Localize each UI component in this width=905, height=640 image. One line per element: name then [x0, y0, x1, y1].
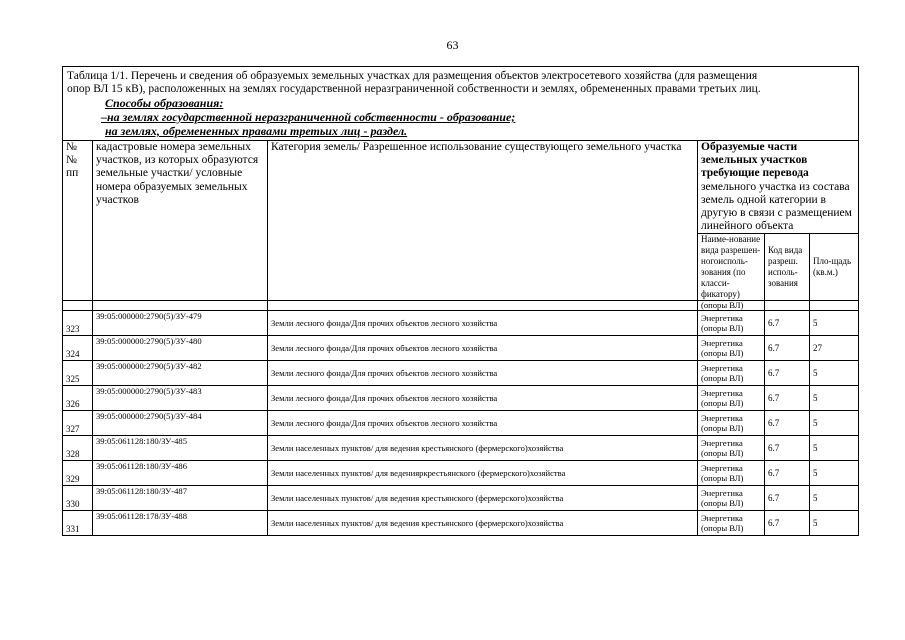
method-division: на землях, обремененных правами третьих лиц - раздел.	[105, 124, 408, 138]
table-row	[63, 461, 859, 486]
use-code: 6.7	[765, 411, 810, 436]
method-formation: –на землях государственной неразграниченной собственности - образование;	[101, 110, 516, 124]
land-category: Земли лесного фонда/Для прочих объектов лесного хозяйства	[268, 411, 698, 436]
row-number: 327	[63, 411, 93, 436]
permitted-use: Энергетика (опоры ВЛ)	[698, 411, 765, 436]
carry-over-use: (опоры ВЛ)	[698, 301, 765, 311]
carry-over-row	[63, 301, 859, 311]
cadastral-number: 39:05:000000:2790(5)/ЗУ-483	[93, 386, 268, 411]
permitted-use: Энергетика (опоры ВЛ)	[698, 436, 765, 461]
use-code: 6.7	[765, 436, 810, 461]
cadastral-number: 39:05:061128:180/ЗУ-485	[93, 436, 268, 461]
permitted-use: Энергетика (опоры ВЛ)	[698, 511, 765, 536]
cadastral-number: 39:05:061128:180/ЗУ-486	[93, 461, 268, 486]
plot-area: 5	[810, 511, 859, 536]
subheader-use: Наиме-нование вида разрешен-ногоисполь-зования (по класси-фикатору)	[698, 234, 765, 301]
header-parts	[698, 141, 859, 234]
page-number: 63	[446, 38, 459, 52]
carry-over-area	[810, 301, 859, 311]
caption-line-1: Таблица 1/1. Перечень и сведения об образуемых земельных участках для размещения объектов электросетевого хозяйства (для размещения	[67, 70, 758, 82]
caption-line-2: опор ВЛ 15 кВ), расположенных на землях государственной неразграниченной собственности и землях, обремененных правами третьих лиц.	[67, 83, 761, 95]
row-number: 328	[63, 436, 93, 461]
plot-area: 5	[810, 486, 859, 511]
subheader-code: Код вида разреш. исполь-зования	[765, 234, 810, 301]
permitted-use: Энергетика (опоры ВЛ)	[698, 311, 765, 336]
plot-area: 5	[810, 411, 859, 436]
permitted-use: Энергетика (опоры ВЛ)	[698, 486, 765, 511]
carry-over-category	[268, 301, 698, 311]
land-category: Земли населенных пунктов/ для ведения крестьянского (фермерского)хозяйства	[268, 511, 698, 536]
use-code: 6.7	[765, 461, 810, 486]
cadastral-number: 39:05:000000:2790(5)/ЗУ-479	[93, 311, 268, 336]
land-plots-table	[62, 66, 859, 536]
land-category: Земли населенных пунктов/ для ведения крестьянского (фермерского)хозяйства	[268, 486, 698, 511]
table-row	[63, 411, 859, 436]
permitted-use: Энергетика (опоры ВЛ)	[698, 461, 765, 486]
plot-area: 5	[810, 311, 859, 336]
row-number: 329	[63, 461, 93, 486]
cadastral-number: 39:05:061128:178/ЗУ-488	[93, 511, 268, 536]
permitted-use: Энергетика (опоры ВЛ)	[698, 361, 765, 386]
row-number: 324	[63, 336, 93, 361]
table-row	[63, 436, 859, 461]
table-caption	[63, 67, 859, 141]
table-row	[63, 386, 859, 411]
row-number: 331	[63, 511, 93, 536]
plot-area: 5	[810, 361, 859, 386]
use-code: 6.7	[765, 486, 810, 511]
land-category: Земли населенных пунктов/ для веденияркрестьянского (фермерского)хозяйства	[268, 461, 698, 486]
permitted-use: Энергетика (опоры ВЛ)	[698, 336, 765, 361]
table-row	[63, 311, 859, 336]
caption-row	[63, 67, 859, 141]
plot-area: 5	[810, 461, 859, 486]
permitted-use: Энергетика (опоры ВЛ)	[698, 386, 765, 411]
plot-area: 5	[810, 386, 859, 411]
header-num: № № пп	[63, 141, 93, 301]
cadastral-number: 39:05:061128:180/ЗУ-487	[93, 486, 268, 511]
row-number: 330	[63, 486, 93, 511]
use-code: 6.7	[765, 311, 810, 336]
plot-area: 5	[810, 436, 859, 461]
table-row	[63, 361, 859, 386]
carry-over-num	[63, 301, 93, 311]
cadastral-number: 39:05:000000:2790(5)/ЗУ-484	[93, 411, 268, 436]
row-number: 325	[63, 361, 93, 386]
table-row	[63, 336, 859, 361]
use-code: 6.7	[765, 386, 810, 411]
row-number: 326	[63, 386, 93, 411]
land-category: Земли лесного фонда/Для прочих объектов лесного хозяйства	[268, 311, 698, 336]
use-code: 6.7	[765, 336, 810, 361]
methods-title: Способы образования:	[105, 96, 224, 110]
land-category: Земли населенных пунктов/ для ведения крестьянского (фермерского)хозяйства	[268, 436, 698, 461]
carry-over-code	[765, 301, 810, 311]
header-cadastral: кадастровые номера земельных участков, из которых образуются земельные участки/ условные номера образуемых земельных участков	[93, 141, 268, 301]
table-row	[63, 486, 859, 511]
land-category: Земли лесного фонда/Для прочих объектов лесного хозяйства	[268, 336, 698, 361]
carry-over-cadastral	[93, 301, 268, 311]
plot-area: 27	[810, 336, 859, 361]
header-parts-bold: Образуемые части земельных участков требующие перевода	[701, 141, 809, 180]
cadastral-number: 39:05:000000:2790(5)/ЗУ-480	[93, 336, 268, 361]
use-code: 6.7	[765, 511, 810, 536]
cadastral-number: 39:05:000000:2790(5)/ЗУ-482	[93, 361, 268, 386]
subheader-area: Пло-щадь (кв.м.)	[810, 234, 859, 301]
table-row	[63, 511, 859, 536]
land-category: Земли лесного фонда/Для прочих объектов лесного хозяйства	[268, 386, 698, 411]
row-number: 323	[63, 311, 93, 336]
use-code: 6.7	[765, 361, 810, 386]
header-parts-rest: земельного участка из состава земель одной категории в другую в связи с размещением линейного объекта	[701, 180, 852, 233]
header-category: Категория земель/ Разрешенное использование существующего земельного участка	[268, 141, 698, 301]
land-category: Земли лесного фонда/Для прочих объектов лесного хозяйства	[268, 361, 698, 386]
header-row	[63, 141, 859, 234]
